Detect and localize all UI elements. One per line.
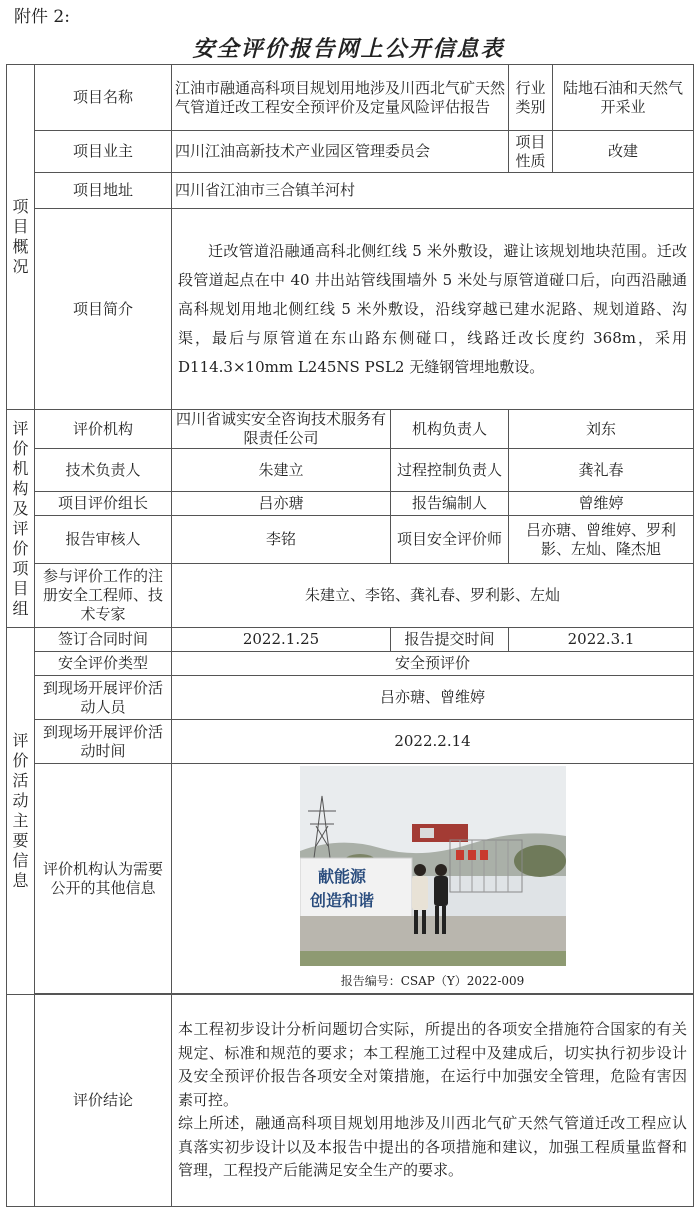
staff-value: 吕亦瑭、曾维婷: [172, 676, 694, 720]
site-photo-drawing: [300, 766, 566, 966]
section-activity: 评价活动主要信息: [7, 628, 35, 995]
reviewer-value: 李铭: [172, 516, 391, 564]
banner-line-2: 创造和谐: [309, 891, 374, 910]
conclusion-para-2: 综上所述，融通高科项目规划用地涉及川西北气矿天然气管道迁改工程应认真落实初步设计以及本报告中提出的各项措施和建议，加强工程质量监督和管理，工程投产后能满足安全生产的要求。: [178, 1114, 688, 1180]
nature-label: 项目性质: [509, 131, 553, 173]
tech-value: 朱建立: [172, 449, 391, 492]
site-photo: [300, 766, 566, 966]
conclusion-label: 评价结论: [35, 995, 172, 1207]
time-label: 到现场开展评价活动时间: [35, 720, 172, 764]
agency-value: 四川省诚实安全咨询技术服务有限责任公司: [172, 410, 391, 449]
contract-value: 2022.1.25: [172, 628, 391, 652]
address-label: 项目地址: [35, 173, 172, 209]
nature-value: 改建: [553, 131, 694, 173]
page-title: 安全评价报告网上公开信息表: [192, 36, 505, 62]
conclusion-para-1: 本工程初步设计分析问题切合实际，所提出的各项安全措施符合国家的有关规定、标准和规范的要求；本工程施工过程中及建成后，切实执行初步设计及安全预评价报告各项安全对策措施，在运行中加强安全管理，危险有害因素可控。: [178, 1020, 688, 1109]
section-organization: 评价机构及评价项目组: [7, 410, 35, 628]
process-value: 龚礼春: [509, 449, 694, 492]
tech-label: 技术负责人: [35, 449, 172, 492]
owner-label: 项目业主: [35, 131, 172, 173]
owner-value: 四川江油高新技术产业园区管理委员会: [172, 131, 509, 173]
conclusion-blank: [7, 995, 35, 1207]
conclusion-text: [172, 995, 694, 1207]
process-label: 过程控制负责人: [391, 449, 509, 492]
intro-value: 迁改管道沿融通高科北侧红线 5 米外敷设，避让该规划地块范围。迁改段管道起点在中 40 井出站管线围墙外 5 米处与原管道碰口后，向西沿融通高科规划用地北侧红线 5 米外敷设，沿线穿越已建水泥路、规划道路、沟渠，最后与原管道在东山路东侧碰口，线路迁改长度约 368m，采用 D114.3×10mm L245NS PSL2 无缝钢管埋地敷设。: [172, 209, 694, 410]
info-table: [6, 64, 694, 1207]
head-value: 刘东: [509, 410, 694, 449]
agency-label: 评价机构: [35, 410, 172, 449]
engineers-label: 参与评价工作的注册安全工程师、技术专家: [35, 564, 172, 628]
evaluators-label: 项目安全评价师: [391, 516, 509, 564]
submit-value: 2022.3.1: [509, 628, 694, 652]
staff-label: 到现场开展评价活动人员: [35, 676, 172, 720]
other-info-cell: [172, 764, 694, 994]
project-name-value: 江油市融通高科项目规划用地涉及川西北气矿天然气管道迁改工程安全预评价及定量风险评估报告: [172, 65, 509, 131]
attachment-label: 附件 2:: [14, 7, 70, 27]
leader-value: 吕亦瑭: [172, 492, 391, 516]
project-name-label: 项目名称: [35, 65, 172, 131]
leader-label: 项目评价组长: [35, 492, 172, 516]
time-value: 2022.2.14: [172, 720, 694, 764]
industry-label: 行业类别: [509, 65, 553, 131]
section-project-overview: 项目概况: [7, 65, 35, 410]
industry-value: 陆地石油和天然气开采业: [553, 65, 694, 131]
contract-label: 签订合同时间: [35, 628, 172, 652]
engineers-value: 朱建立、李铭、龚礼春、罗利影、左灿: [172, 564, 694, 628]
submit-label: 报告提交时间: [391, 628, 509, 652]
address-value: 四川省江油市三合镇羊河村: [172, 173, 694, 209]
type-label: 安全评价类型: [35, 652, 172, 676]
report-number: 报告编号：CSAP（Y）2022-009: [340, 974, 525, 988]
reviewer-label: 报告审核人: [35, 516, 172, 564]
writer-value: 曾维婷: [509, 492, 694, 516]
other-info-label: 评价机构认为需要公开的其他信息: [35, 764, 172, 994]
writer-label: 报告编制人: [391, 492, 509, 516]
evaluators-value: 吕亦瑭、曾维婷、罗利影、左灿、隆杰旭: [509, 516, 694, 564]
type-value: 安全预评价: [172, 652, 694, 676]
banner-line-1: 献能源: [317, 867, 366, 886]
head-label: 机构负责人: [391, 410, 509, 449]
intro-label: 项目简介: [35, 209, 172, 410]
